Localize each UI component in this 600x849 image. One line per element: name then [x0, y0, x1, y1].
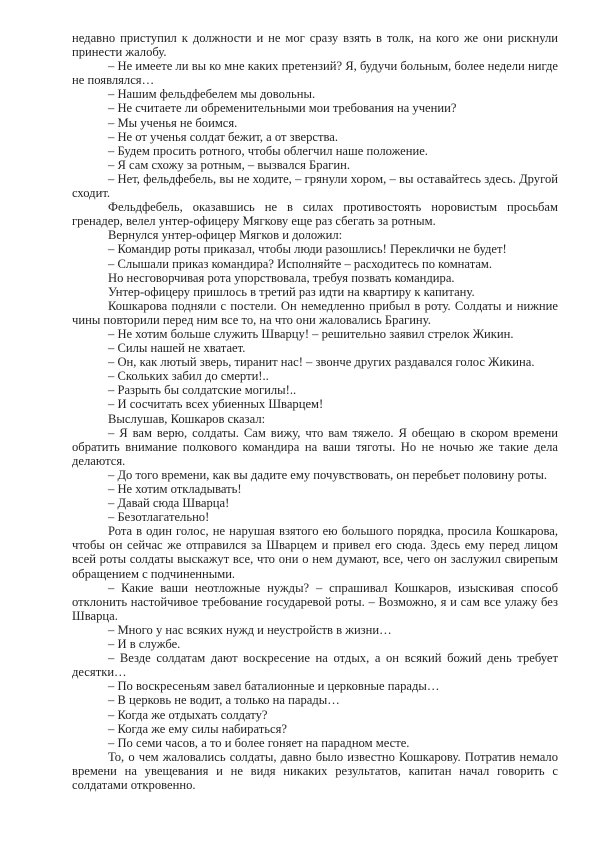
paragraph: – Силы нашей не хватает.	[108, 341, 246, 356]
paragraph: – Слышали приказ командира? Исполняйте – расходитесь по комнатам.	[108, 256, 493, 271]
paragraph: Но несговорчивая рота упорствовала, требуя позвать командира.	[108, 270, 455, 285]
paragraph: – Командир роты приказал, чтобы люди разошлись! Переклички не будет!	[108, 242, 507, 257]
paragraph: – Я вам верю, солдаты. Сам вижу, что вам тяжело. Я обещаю в скором времени обратить внимание полкового командира на ваши тяготы. Но не ночью же такие дела делаются.	[72, 425, 558, 468]
paragraph: Выслушав, Кошкаров сказал:	[108, 411, 266, 426]
paragraph: – Будем просить ротного, чтобы облегчил наше положение.	[108, 143, 428, 158]
paragraph: – Я сам схожу за ротным, – вызвался Брагин.	[108, 157, 350, 172]
paragraph: – Скольких забил до смерти!..	[108, 369, 269, 384]
paragraph: Унтер-офицеру пришлось в третий раз идти на квартиру к капитану.	[108, 284, 475, 299]
paragraph: Рота в один голос, не нарушая взятого ею большого порядка, просила Кошкарова, чтобы он сейчас же отправился за Шварцем и привел его сюда. Здесь ему перед лицом всей роты солдаты выскажут все, что они о нем думают, все, чего он заслужил свирепым обращением с подчиненными.	[72, 524, 558, 581]
paragraph: Фельдфебель, оказавшись не в силах противостоять норовистым просьбам гренадер, велел унтер-офицеру Мягкову еще раз сбегать за ротным.	[72, 200, 558, 229]
paragraph: – И сосчитать всех убиенных Шварцем!	[108, 397, 324, 412]
paragraph: – В церковь не водит, а только на парады…	[108, 693, 340, 708]
paragraph: недавно приступил к должности и не мог сразу взять в толк, на кого же они рискнули принести жалобу.	[72, 31, 558, 60]
paragraph: – Какие ваши неотложные нужды? – спрашивал Кошкаров, изыскивая способ отклонить настойчивое требование государевой роты. – Возможно, я и сам все улажу без Шварца.	[72, 580, 558, 623]
paragraph: – Давай сюда Шварца!	[108, 496, 230, 511]
paragraph: Кошкарова подняли с постели. Он немедленно прибыл в роту. Солдаты и нижние чины повторили перед ним все то, на что они жаловались Брагину.	[72, 298, 558, 327]
paragraph: – Не считаете ли обременительными мои требования на учении?	[108, 101, 457, 116]
paragraph: – Нет, фельдфебель, вы не ходите, – грянули хором, – вы оставайтесь здесь. Другой сходит.	[72, 171, 558, 201]
paragraph: То, о чем жаловались солдаты, давно было известно Кошкарову. Потратив немало времени на увещевания и не видя никаких результатов, капитан начал говорить с солдатами откровенно.	[72, 749, 558, 792]
paragraph: – Когда же ему силы набираться?	[108, 721, 287, 736]
paragraph: – По семи часов, а то и более гоняет на парадном месте.	[108, 735, 410, 750]
paragraph: – Не хотим больше служить Шварцу! – решительно заявил стрелок Жикин.	[108, 326, 514, 341]
paragraph: – Он, как лютый зверь, тиранит нас! – звонче других раздавался голос Жикина.	[108, 355, 535, 370]
paragraph: – Нашим фельдфебелем мы довольны.	[108, 87, 316, 102]
paragraph: – Когда же отдыхать солдату?	[108, 707, 268, 722]
paragraph: – Не имеете ли вы ко мне каких претензий? Я, будучи больным, более недели нигде не появлялся…	[72, 59, 558, 88]
paragraph: – По воскресеньям завел баталионные и церковные парады…	[108, 679, 440, 694]
paragraph: – Не хотим откладывать!	[108, 482, 242, 496]
paragraph: – Не от ученья солдат бежит, а от зверства.	[108, 129, 339, 144]
paragraph: – Безотлагательно!	[108, 510, 210, 525]
paragraph: – Много у нас всяких нужд и неустройств в жизни…	[108, 622, 392, 637]
document-page	[72, 31, 558, 792]
paragraph: – Разрыть бы солдатские могилы!..	[108, 383, 297, 398]
paragraph: – Мы ученья не боимся.	[108, 115, 238, 130]
paragraph: – Везде солдатам дают воскресение на отдых, а он всякий божий день требует десятки…	[72, 651, 558, 680]
paragraph: – До того времени, как вы дадите ему почувствовать, он перебьет половину роты.	[108, 467, 548, 482]
paragraph: Вернулся унтер-офицер Мягков и доложил:	[108, 228, 343, 243]
paragraph: – И в службе.	[108, 637, 181, 652]
